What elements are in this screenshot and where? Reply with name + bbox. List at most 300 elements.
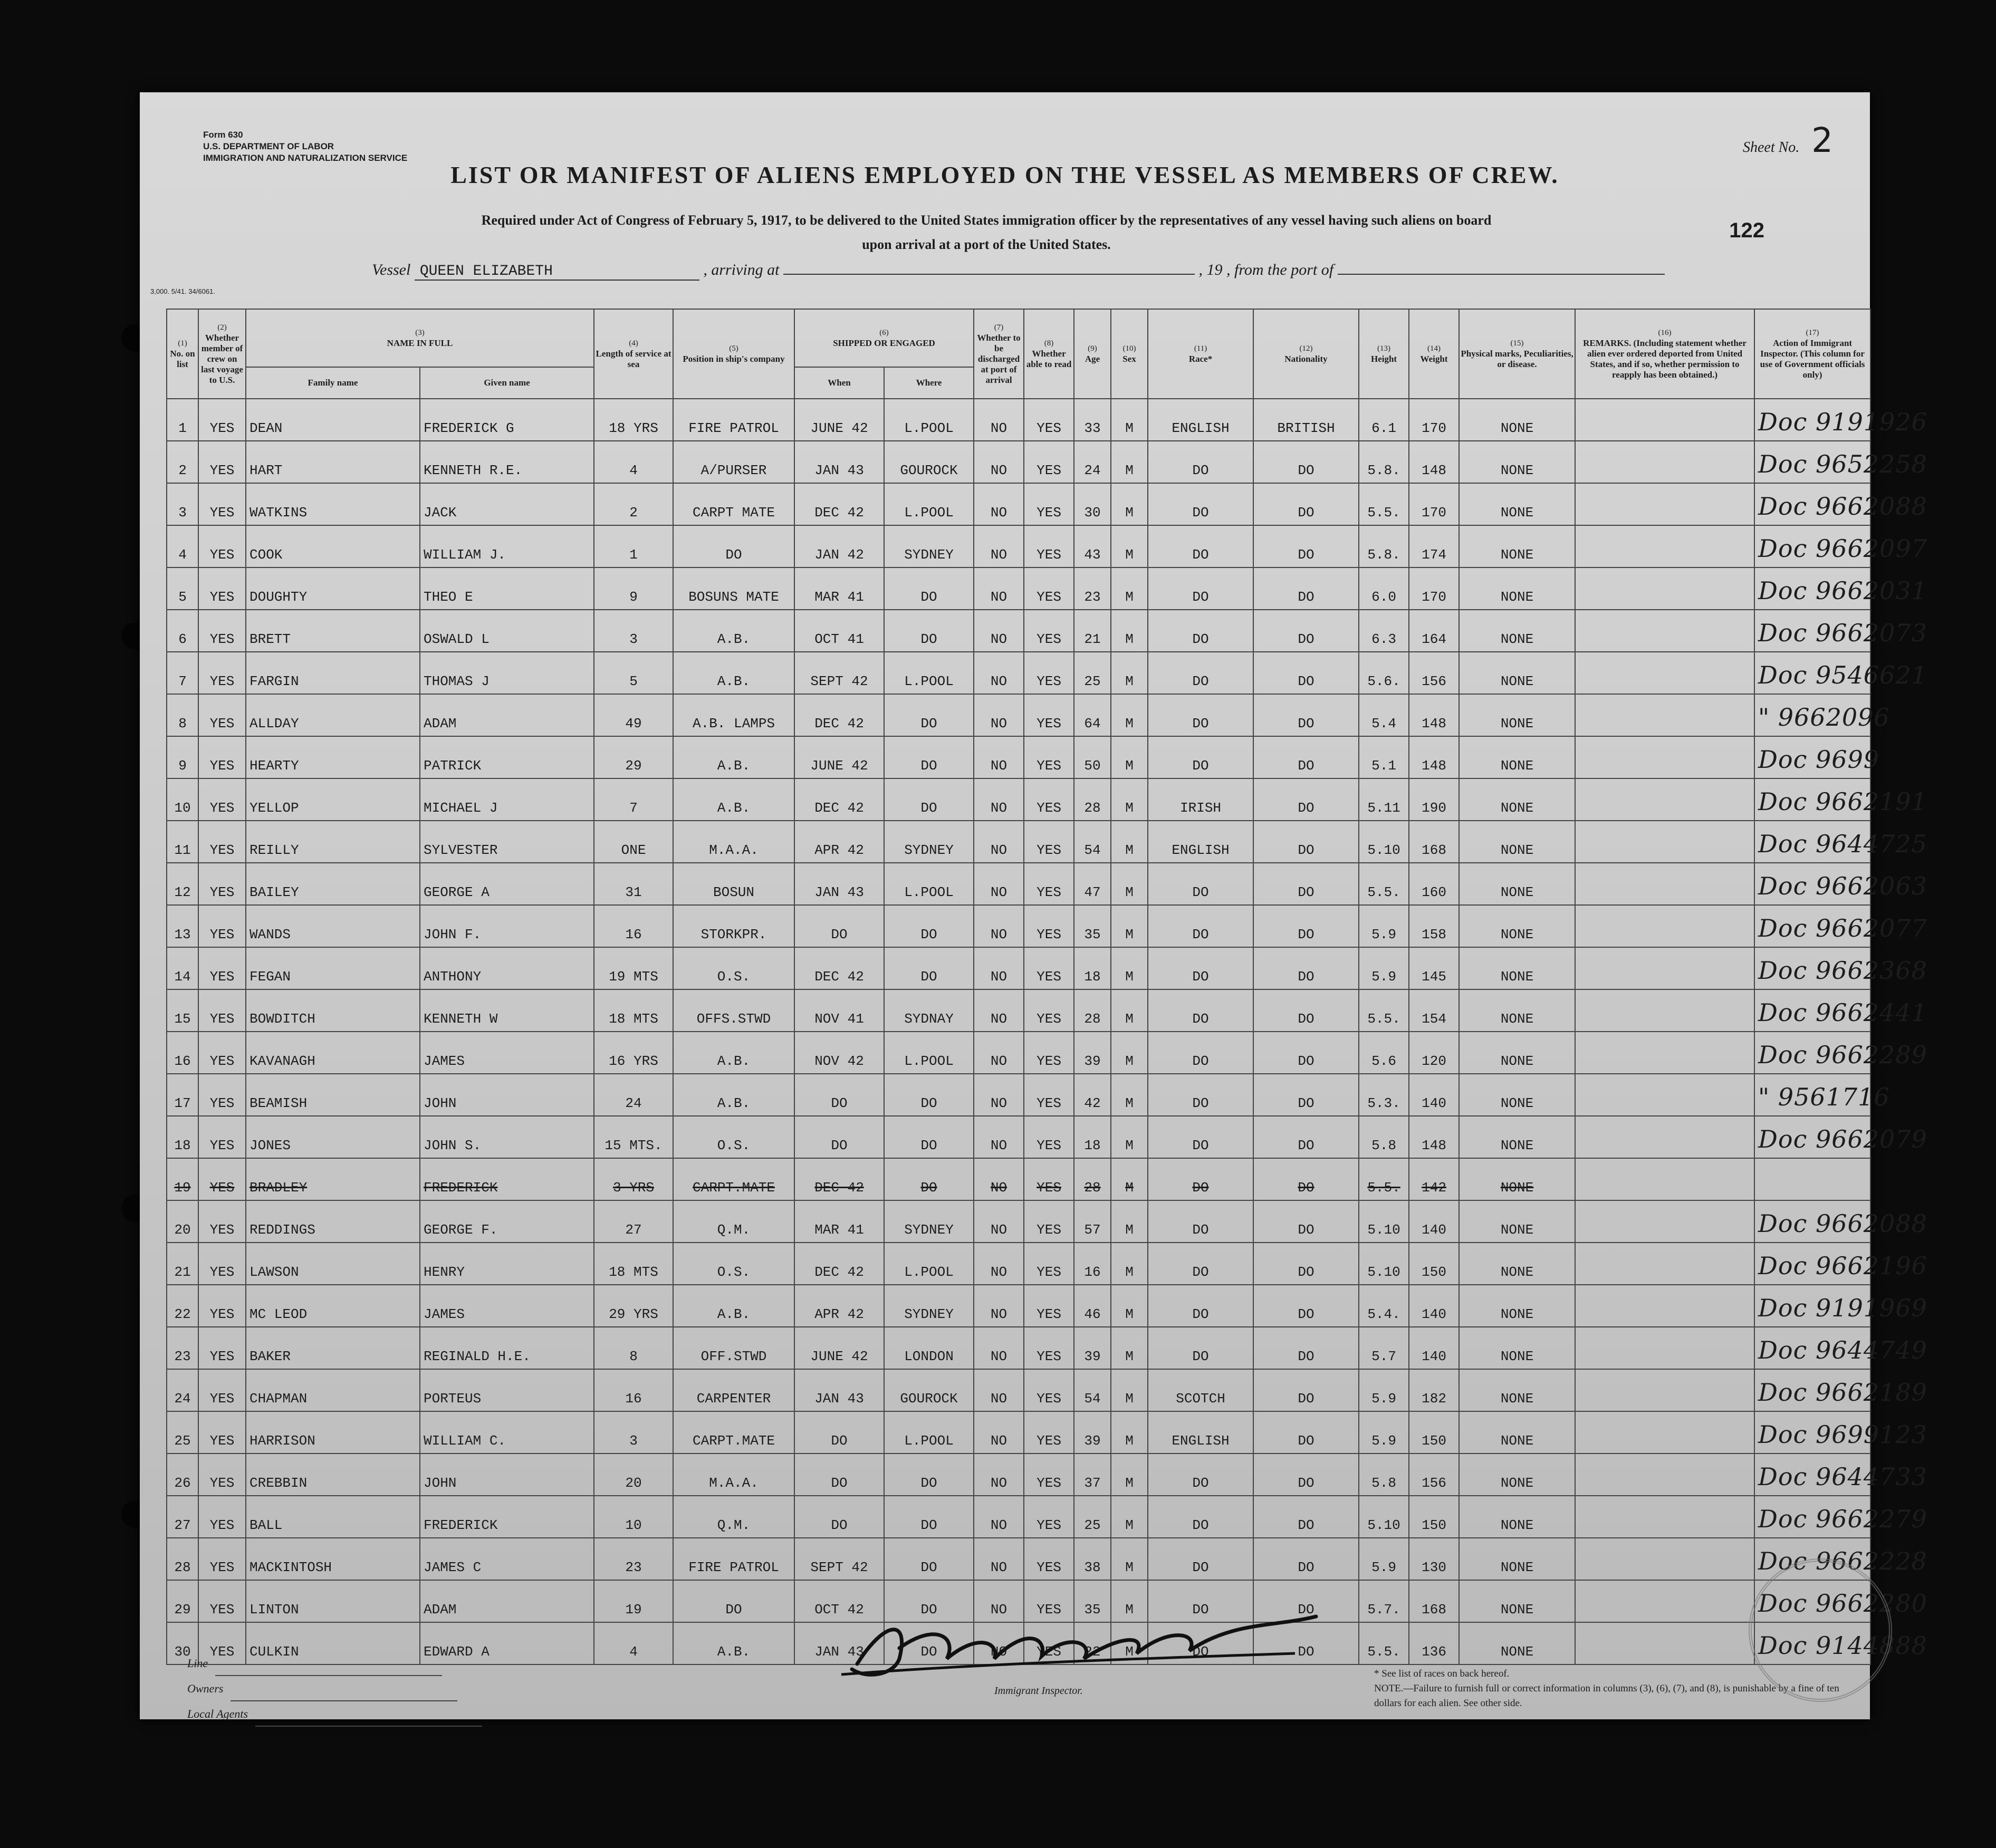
- height-cell: 5.1: [1359, 736, 1409, 778]
- age-cell: 18: [1074, 947, 1111, 989]
- row-number-cell: 28: [167, 1538, 198, 1580]
- inspector-action-cell: Doc 9699: [1754, 736, 1870, 778]
- table-row: [167, 1454, 1870, 1496]
- race-cell: DO: [1148, 947, 1253, 989]
- length-of-service-cell: 7: [594, 778, 673, 821]
- family-name-cell: WATKINS: [246, 483, 420, 525]
- able-to-read-cell: YES: [1024, 1496, 1074, 1538]
- nationality-cell: DO: [1253, 821, 1359, 863]
- form-id-block: [203, 129, 407, 164]
- nationality-cell: DO: [1253, 1327, 1359, 1369]
- to-be-discharged-cell: NO: [974, 1327, 1024, 1369]
- able-to-read-cell: YES: [1024, 821, 1074, 863]
- height-cell: 5.8: [1359, 1116, 1409, 1158]
- shipped-where-cell: DO: [884, 1538, 974, 1580]
- inspector-action-cell: Doc 9699123: [1754, 1411, 1870, 1454]
- shipped-where-cell: L.POOL: [884, 863, 974, 905]
- family-name-cell: DEAN: [246, 399, 420, 441]
- sex-cell: M: [1111, 1622, 1148, 1664]
- table-row: [167, 905, 1870, 947]
- row-number-cell: 29: [167, 1580, 198, 1622]
- weight-cell: 148: [1409, 694, 1459, 736]
- remarks-cell: [1575, 1622, 1754, 1664]
- row-number-cell: 2: [167, 441, 198, 483]
- nationality-cell: DO: [1253, 1200, 1359, 1243]
- position-cell: CARPENTER: [673, 1369, 794, 1411]
- physical-marks-cell: NONE: [1459, 483, 1575, 525]
- physical-marks-cell: NONE: [1459, 1369, 1575, 1411]
- remarks-cell: [1575, 1285, 1754, 1327]
- remarks-cell: [1575, 483, 1754, 525]
- nationality-cell: DO: [1253, 694, 1359, 736]
- able-to-read-cell: YES: [1024, 989, 1074, 1032]
- physical-marks-cell: NONE: [1459, 947, 1575, 989]
- age-cell: 57: [1074, 1200, 1111, 1243]
- sex-cell: M: [1111, 1285, 1148, 1327]
- race-cell: ENGLISH: [1148, 1411, 1253, 1454]
- remarks-cell: [1575, 1454, 1754, 1496]
- age-cell: 28: [1074, 778, 1111, 821]
- able-to-read-cell: YES: [1024, 1285, 1074, 1327]
- age-cell: 28: [1074, 989, 1111, 1032]
- length-of-service-cell: 20: [594, 1454, 673, 1496]
- race-cell: DO: [1148, 483, 1253, 525]
- length-of-service-cell: 8: [594, 1327, 673, 1369]
- height-cell: 5.5.: [1359, 483, 1409, 525]
- nationality-cell: DO: [1253, 1411, 1359, 1454]
- shipped-when-cell: DEC 42: [794, 947, 884, 989]
- row-number-cell: 11: [167, 821, 198, 863]
- given-name-cell: REGINALD H.E.: [420, 1327, 594, 1369]
- remarks-cell: [1575, 778, 1754, 821]
- inspector-action-cell: Doc 9662088: [1754, 1200, 1870, 1243]
- height-cell: 5.8.: [1359, 525, 1409, 567]
- to-be-discharged-cell: NO: [974, 1622, 1024, 1664]
- shipped-when-cell: JUNE 42: [794, 399, 884, 441]
- table-row: [167, 1074, 1870, 1116]
- height-cell: 5.9: [1359, 947, 1409, 989]
- header-remarks: (16) REMARKS. (Including statement whether alien ever ordered deported from United States, and if so, whether permission to reapply has been obtained.): [1575, 309, 1754, 399]
- page-title: LIST OR MANIFEST OF ALIENS EMPLOYED ON THE VESSEL AS MEMBERS OF CREW.: [450, 161, 1559, 188]
- height-cell: 5.10: [1359, 821, 1409, 863]
- position-cell: A.B.: [673, 1032, 794, 1074]
- to-be-discharged-cell: NO: [974, 1032, 1024, 1074]
- physical-marks-cell: NONE: [1459, 1580, 1575, 1622]
- family-name-cell: LAWSON: [246, 1243, 420, 1285]
- shipped-when-cell: JAN 43: [794, 1622, 884, 1664]
- length-of-service-cell: 16 YRS: [594, 1032, 673, 1074]
- owners-label: Owners: [187, 1682, 224, 1695]
- crew-status-cell: YES: [198, 1622, 246, 1664]
- weight-cell: 140: [1409, 1327, 1459, 1369]
- to-be-discharged-cell: NO: [974, 610, 1024, 652]
- physical-marks-cell: NONE: [1459, 1327, 1575, 1369]
- age-cell: 64: [1074, 694, 1111, 736]
- row-number-cell: 14: [167, 947, 198, 989]
- to-be-discharged-cell: NO: [974, 947, 1024, 989]
- inspector-action-cell: Doc 9662077: [1754, 905, 1870, 947]
- able-to-read-cell: YES: [1024, 1454, 1074, 1496]
- able-to-read-cell: YES: [1024, 652, 1074, 694]
- position-cell: A.B.: [673, 610, 794, 652]
- local-agents-blank: [255, 1726, 482, 1727]
- position-cell: A.B.: [673, 736, 794, 778]
- header-action: (17) Action of Immigrant Inspector. (This column for use of Government officials only): [1754, 309, 1870, 399]
- to-be-discharged-cell: NO: [974, 525, 1024, 567]
- age-cell: 22: [1074, 1622, 1111, 1664]
- crew-status-cell: YES: [198, 778, 246, 821]
- physical-marks-cell: NONE: [1459, 1074, 1575, 1116]
- position-cell: A.B.: [673, 1074, 794, 1116]
- family-name-cell: BAKER: [246, 1327, 420, 1369]
- able-to-read-cell: YES: [1024, 1538, 1074, 1580]
- remarks-cell: [1575, 525, 1754, 567]
- crew-status-cell: YES: [198, 1116, 246, 1158]
- position-cell: O.S.: [673, 947, 794, 989]
- inspector-action-cell: Doc 9644733: [1754, 1454, 1870, 1496]
- given-name-cell: THOMAS J: [420, 652, 594, 694]
- given-name-cell: FREDERICK: [420, 1496, 594, 1538]
- row-number-cell: 12: [167, 863, 198, 905]
- inspector-action-cell: Doc 9662189: [1754, 1369, 1870, 1411]
- header-age: (9) Age: [1074, 309, 1111, 399]
- header-name: (3) NAME IN FULL: [246, 309, 594, 367]
- able-to-read-cell: YES: [1024, 1327, 1074, 1369]
- year-label: , 19: [1198, 261, 1223, 278]
- length-of-service-cell: 3 YRS: [594, 1158, 673, 1200]
- race-cell: DO: [1148, 1200, 1253, 1243]
- given-name-cell: MICHAEL J: [420, 778, 594, 821]
- shipped-when-cell: JUNE 42: [794, 1327, 884, 1369]
- sheet-number: 2: [1811, 121, 1833, 160]
- service-name: IMMIGRATION AND NATURALIZATION SERVICE: [203, 153, 408, 163]
- to-be-discharged-cell: NO: [974, 778, 1024, 821]
- shipped-when-cell: NOV 42: [794, 1032, 884, 1074]
- table-row: [167, 525, 1870, 567]
- family-name-cell: WANDS: [246, 905, 420, 947]
- remarks-cell: [1575, 1538, 1754, 1580]
- given-name-cell: JOHN S.: [420, 1116, 594, 1158]
- able-to-read-cell: YES: [1024, 399, 1074, 441]
- weight-cell: 140: [1409, 1200, 1459, 1243]
- table-row: [167, 1327, 1870, 1369]
- table-row: [167, 441, 1870, 483]
- length-of-service-cell: 18 YRS: [594, 399, 673, 441]
- header-sex: (10) Sex: [1111, 309, 1148, 399]
- race-cell: DO: [1148, 610, 1253, 652]
- nationality-cell: DO: [1253, 1032, 1359, 1074]
- physical-marks-cell: NONE: [1459, 863, 1575, 905]
- table-row: [167, 1369, 1870, 1411]
- row-number-cell: 25: [167, 1411, 198, 1454]
- age-cell: 25: [1074, 1496, 1111, 1538]
- length-of-service-cell: 16: [594, 905, 673, 947]
- able-to-read-cell: YES: [1024, 1243, 1074, 1285]
- footer-fields: [187, 1651, 482, 1727]
- able-to-read-cell: YES: [1024, 1369, 1074, 1411]
- shipped-where-cell: L.POOL: [884, 1411, 974, 1454]
- weight-cell: 156: [1409, 1454, 1459, 1496]
- length-of-service-cell: 31: [594, 863, 673, 905]
- sex-cell: M: [1111, 694, 1148, 736]
- row-number-cell: 8: [167, 694, 198, 736]
- family-name-cell: CREBBIN: [246, 1454, 420, 1496]
- age-cell: 37: [1074, 1454, 1111, 1496]
- nationality-cell: DO: [1253, 1496, 1359, 1538]
- shipped-when-cell: DEC 42: [794, 1158, 884, 1200]
- row-number-cell: 21: [167, 1243, 198, 1285]
- header-crew: (2) Whether member of crew on last voyage to U.S.: [198, 309, 246, 399]
- physical-marks-cell: NONE: [1459, 989, 1575, 1032]
- shipped-where-cell: SYDNEY: [884, 1200, 974, 1243]
- shipped-where-cell: SYDNAY: [884, 989, 974, 1032]
- nationality-cell: DO: [1253, 652, 1359, 694]
- length-of-service-cell: ONE: [594, 821, 673, 863]
- nationality-cell: DO: [1253, 1158, 1359, 1200]
- race-cell: DO: [1148, 1327, 1253, 1369]
- height-cell: 5.5.: [1359, 863, 1409, 905]
- weight-cell: 130: [1409, 1538, 1459, 1580]
- given-name-cell: PORTEUS: [420, 1369, 594, 1411]
- able-to-read-cell: YES: [1024, 1411, 1074, 1454]
- family-name-cell: HARRISON: [246, 1411, 420, 1454]
- crew-status-cell: YES: [198, 1243, 246, 1285]
- inspector-action-cell: Doc 9662279: [1754, 1496, 1870, 1538]
- header-where: Where: [884, 367, 974, 399]
- height-cell: 5.10: [1359, 1243, 1409, 1285]
- position-cell: M.A.A.: [673, 821, 794, 863]
- family-name-cell: FARGIN: [246, 652, 420, 694]
- table-row: [167, 863, 1870, 905]
- table-row: [167, 1243, 1870, 1285]
- from-port-blank: [1338, 274, 1665, 275]
- given-name-cell: KENNETH W: [420, 989, 594, 1032]
- family-name-cell: LINTON: [246, 1580, 420, 1622]
- weight-cell: 156: [1409, 652, 1459, 694]
- height-cell: 5.8: [1359, 1454, 1409, 1496]
- physical-marks-cell: NONE: [1459, 694, 1575, 736]
- shipped-where-cell: DO: [884, 694, 974, 736]
- height-cell: 5.11: [1359, 778, 1409, 821]
- remarks-cell: [1575, 736, 1754, 778]
- age-cell: 42: [1074, 1074, 1111, 1116]
- length-of-service-cell: 1: [594, 525, 673, 567]
- remarks-cell: [1575, 1032, 1754, 1074]
- remarks-cell: [1575, 567, 1754, 610]
- position-cell: DO: [673, 1580, 794, 1622]
- crew-status-cell: YES: [198, 1200, 246, 1243]
- nationality-cell: DO: [1253, 1369, 1359, 1411]
- remarks-cell: [1575, 1369, 1754, 1411]
- age-cell: 28: [1074, 1158, 1111, 1200]
- table-row: [167, 821, 1870, 863]
- nationality-cell: BRITISH: [1253, 399, 1359, 441]
- shipped-when-cell: JAN 42: [794, 525, 884, 567]
- position-cell: A/PURSER: [673, 441, 794, 483]
- remarks-cell: [1575, 863, 1754, 905]
- inspector-action-cell: Doc 9662063: [1754, 863, 1870, 905]
- manifest-sheet: [140, 92, 1927, 1720]
- able-to-read-cell: YES: [1024, 1158, 1074, 1200]
- page-number: 122: [1729, 219, 1764, 242]
- height-cell: 6.3: [1359, 610, 1409, 652]
- given-name-cell: ADAM: [420, 1580, 594, 1622]
- row-number-cell: 3: [167, 483, 198, 525]
- vessel-label: Vessel: [372, 261, 411, 278]
- shipped-where-cell: GOUROCK: [884, 1369, 974, 1411]
- shipped-where-cell: DO: [884, 1454, 974, 1496]
- remarks-cell: [1575, 989, 1754, 1032]
- to-be-discharged-cell: NO: [974, 694, 1024, 736]
- family-name-cell: FEGAN: [246, 947, 420, 989]
- header-given-name: Given name: [420, 367, 594, 399]
- crew-status-cell: YES: [198, 525, 246, 567]
- remarks-cell: [1575, 1580, 1754, 1622]
- age-cell: 54: [1074, 1369, 1111, 1411]
- physical-marks-cell: NONE: [1459, 1496, 1575, 1538]
- length-of-service-cell: 29 YRS: [594, 1285, 673, 1327]
- to-be-discharged-cell: NO: [974, 1243, 1024, 1285]
- sex-cell: M: [1111, 652, 1148, 694]
- shipped-when-cell: MAR 41: [794, 1200, 884, 1243]
- physical-marks-cell: NONE: [1459, 399, 1575, 441]
- family-name-cell: COOK: [246, 525, 420, 567]
- given-name-cell: JOHN F.: [420, 905, 594, 947]
- shipped-where-cell: DO: [884, 778, 974, 821]
- physical-marks-cell: NONE: [1459, 567, 1575, 610]
- table-row: [167, 778, 1870, 821]
- sex-cell: M: [1111, 1496, 1148, 1538]
- shipped-where-cell: SYDNEY: [884, 821, 974, 863]
- shipped-when-cell: NOV 41: [794, 989, 884, 1032]
- physical-marks-cell: NONE: [1459, 525, 1575, 567]
- weight-cell: 145: [1409, 947, 1459, 989]
- position-cell: DO: [673, 525, 794, 567]
- age-cell: 43: [1074, 525, 1111, 567]
- able-to-read-cell: YES: [1024, 441, 1074, 483]
- length-of-service-cell: 24: [594, 1074, 673, 1116]
- physical-marks-cell: NONE: [1459, 1622, 1575, 1664]
- to-be-discharged-cell: NO: [974, 1411, 1024, 1454]
- table-row: [167, 1411, 1870, 1454]
- physical-marks-cell: NONE: [1459, 1158, 1575, 1200]
- shipped-when-cell: MAR 41: [794, 567, 884, 610]
- able-to-read-cell: YES: [1024, 1622, 1074, 1664]
- header-family-name: Family name: [246, 367, 420, 399]
- to-be-discharged-cell: NO: [974, 652, 1024, 694]
- shipped-when-cell: DO: [794, 1116, 884, 1158]
- given-name-cell: JACK: [420, 483, 594, 525]
- inspector-action-cell: " 9561716: [1754, 1074, 1870, 1116]
- weight-cell: 174: [1409, 525, 1459, 567]
- header-read: (8) Whether able to read: [1024, 309, 1074, 399]
- inspector-action-cell: Doc 9546621: [1754, 652, 1870, 694]
- sex-cell: M: [1111, 1200, 1148, 1243]
- header-when: When: [794, 367, 884, 399]
- height-cell: 5.8.: [1359, 441, 1409, 483]
- crew-status-cell: YES: [198, 905, 246, 947]
- remarks-cell: [1575, 652, 1754, 694]
- crew-status-cell: YES: [198, 652, 246, 694]
- shipped-where-cell: DO: [884, 947, 974, 989]
- to-be-discharged-cell: NO: [974, 1454, 1024, 1496]
- nationality-cell: DO: [1253, 1285, 1359, 1327]
- position-cell: BOSUNS MATE: [673, 567, 794, 610]
- race-cell: DO: [1148, 905, 1253, 947]
- race-cell: ENGLISH: [1148, 821, 1253, 863]
- row-number-cell: 20: [167, 1200, 198, 1243]
- crew-status-cell: YES: [198, 863, 246, 905]
- nationality-cell: DO: [1253, 567, 1359, 610]
- table-row: [167, 399, 1870, 441]
- family-name-cell: BALL: [246, 1496, 420, 1538]
- weight-cell: 190: [1409, 778, 1459, 821]
- physical-marks-cell: NONE: [1459, 736, 1575, 778]
- nationality-cell: DO: [1253, 947, 1359, 989]
- race-cell: DO: [1148, 1074, 1253, 1116]
- position-cell: O.S.: [673, 1243, 794, 1285]
- remarks-cell: [1575, 1158, 1754, 1200]
- family-name-cell: CHAPMAN: [246, 1369, 420, 1411]
- age-cell: 46: [1074, 1285, 1111, 1327]
- sex-cell: M: [1111, 1074, 1148, 1116]
- table-row: [167, 1032, 1870, 1074]
- physical-marks-cell: NONE: [1459, 905, 1575, 947]
- row-number-cell: 13: [167, 905, 198, 947]
- nationality-cell: DO: [1253, 905, 1359, 947]
- form-number: Form 630: [203, 130, 243, 140]
- length-of-service-cell: 49: [594, 694, 673, 736]
- shipped-when-cell: JAN 43: [794, 441, 884, 483]
- nationality-cell: DO: [1253, 1074, 1359, 1116]
- position-cell: A.B.: [673, 778, 794, 821]
- shipped-when-cell: DEC 42: [794, 778, 884, 821]
- race-cell: DO: [1148, 1580, 1253, 1622]
- given-name-cell: GEORGE A: [420, 863, 594, 905]
- shipped-when-cell: DO: [794, 1411, 884, 1454]
- sex-cell: M: [1111, 778, 1148, 821]
- physical-marks-cell: NONE: [1459, 1454, 1575, 1496]
- age-cell: 35: [1074, 905, 1111, 947]
- weight-cell: 170: [1409, 399, 1459, 441]
- shipped-where-cell: LONDON: [884, 1327, 974, 1369]
- age-cell: 33: [1074, 399, 1111, 441]
- able-to-read-cell: YES: [1024, 778, 1074, 821]
- nationality-cell: DO: [1253, 1454, 1359, 1496]
- able-to-read-cell: YES: [1024, 694, 1074, 736]
- table-row: [167, 694, 1870, 736]
- sex-cell: M: [1111, 1411, 1148, 1454]
- crew-status-cell: YES: [198, 1074, 246, 1116]
- header-race: (11) Race*: [1148, 309, 1253, 399]
- family-name-cell: ALLDAY: [246, 694, 420, 736]
- weight-cell: 120: [1409, 1032, 1459, 1074]
- height-cell: 5.4: [1359, 694, 1409, 736]
- sex-cell: M: [1111, 483, 1148, 525]
- position-cell: M.A.A.: [673, 1454, 794, 1496]
- position-cell: CARPT.MATE: [673, 1411, 794, 1454]
- row-number-cell: 17: [167, 1074, 198, 1116]
- shipped-where-cell: DO: [884, 1580, 974, 1622]
- shipped-where-cell: SYDNEY: [884, 1285, 974, 1327]
- table-row: [167, 1538, 1870, 1580]
- sex-cell: M: [1111, 1454, 1148, 1496]
- given-name-cell: JAMES: [420, 1032, 594, 1074]
- crew-status-cell: YES: [198, 567, 246, 610]
- to-be-discharged-cell: NO: [974, 483, 1024, 525]
- weight-cell: 142: [1409, 1158, 1459, 1200]
- race-cell: DO: [1148, 1243, 1253, 1285]
